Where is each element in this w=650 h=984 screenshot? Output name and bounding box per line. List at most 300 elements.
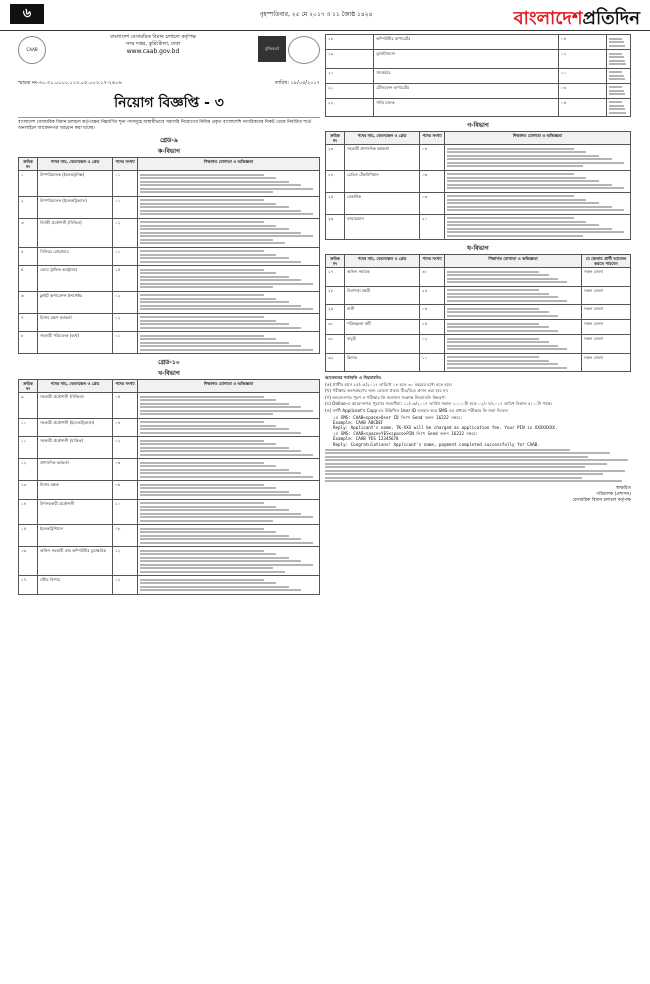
row-number: ৬ — [19, 291, 38, 313]
text-line — [325, 470, 625, 472]
text-line — [325, 473, 603, 475]
row-number: ১৯ — [326, 50, 374, 69]
table-row — [19, 499, 320, 525]
text-line — [140, 538, 301, 540]
text-line — [140, 425, 276, 427]
text-line — [609, 75, 623, 77]
sms-line: ১ম SMS: CAAB<space>User ID লিখে Send করুন 16222 নম্বরে। — [333, 414, 462, 420]
text-line — [140, 579, 264, 581]
text-line — [140, 272, 276, 274]
table-row — [326, 98, 631, 117]
post-name: মালী — [345, 305, 420, 320]
text-line — [609, 60, 625, 62]
post-count: ০২ — [113, 313, 138, 332]
qualification-text — [445, 335, 582, 354]
col-header: ক্রমিক নং — [326, 132, 345, 145]
row-number: ৭ — [19, 313, 38, 332]
text-line — [447, 308, 539, 310]
memo-number: স্মারক নং-৩০.৩১.০০০০.১১৩.০৫.০০৩.১৭-২৬১৬ — [18, 80, 122, 86]
table-row — [19, 525, 320, 547]
instruction-item: (খ) পরীক্ষায় অংশগ্রহণের জন্য কোনো প্রকার টিএ/ডিএ প্রদান করা হবে না। — [325, 388, 449, 394]
row-number: ১২ — [19, 459, 38, 481]
text-line — [140, 188, 313, 190]
text-line — [140, 203, 276, 205]
text-line — [447, 221, 586, 223]
text-line — [140, 349, 313, 351]
instructions — [325, 375, 631, 482]
text-line — [140, 308, 313, 310]
qualification-text — [138, 291, 320, 313]
text-line — [447, 184, 612, 186]
text-line — [325, 456, 588, 458]
post-name: সহকারী পরিচালক (অর্থ) — [38, 332, 113, 354]
text-line — [325, 452, 610, 454]
text-line — [447, 231, 624, 233]
post-count: ০৪ — [113, 418, 138, 437]
text-line — [140, 454, 313, 456]
text-line — [140, 582, 276, 584]
text-line — [140, 484, 264, 486]
text-line — [140, 487, 276, 489]
caab-logo-icon: CAAB — [18, 36, 46, 64]
qualification-text — [607, 50, 631, 69]
row-number: ১৮ — [326, 35, 374, 50]
text-line — [140, 502, 264, 504]
post-name: অফিস সহায়ক — [345, 268, 420, 287]
text-line — [140, 225, 276, 227]
qualification-text — [138, 459, 320, 481]
text-line — [609, 108, 625, 110]
left-column — [18, 34, 320, 974]
row-number: ৩১ — [326, 335, 345, 354]
post-name: ফায়ারম্যান — [345, 214, 420, 240]
row-number: ৩ — [19, 218, 38, 247]
text-line — [447, 315, 558, 317]
text-line — [609, 63, 626, 65]
text-line — [140, 345, 301, 347]
post-name: হিসাব রক্ষণ কর্মকর্তা — [38, 313, 113, 332]
post-name: প্রশাসনিক কর্মকর্তা — [38, 459, 113, 481]
text-line — [140, 342, 289, 344]
row-number: ২৫ — [326, 192, 345, 214]
signature-name: স্বাক্ষরিত — [616, 486, 631, 491]
row-number: ২৭ — [326, 268, 345, 287]
col-header: ক্রমিক নং — [326, 255, 345, 268]
portrait-image: মুজিববর্ষ — [258, 36, 286, 62]
section-heading: খ-বিভাগ — [158, 370, 180, 377]
row-number: ২৪ — [326, 170, 345, 192]
text-line — [140, 242, 285, 244]
text-line — [447, 289, 539, 291]
post-count: ০২ — [113, 218, 138, 247]
qualification-text — [138, 332, 320, 354]
text-line — [140, 410, 313, 412]
instruction-item: (ঙ) প্রার্থী Applicant's Copy-তে উল্লিখিত User ID ব্যবহার করে SMS এর মাধ্যমে পরীক্ষার ফি জমা দিবেন। — [325, 407, 509, 413]
text-line — [140, 191, 273, 193]
text-line — [140, 250, 264, 252]
post-name: ড্রাফটসম্যান — [374, 50, 559, 69]
text-line — [140, 535, 289, 537]
text-line — [140, 177, 276, 179]
section-heading: ক-বিভাগ — [158, 148, 180, 155]
table-row — [326, 268, 631, 287]
text-line — [609, 56, 623, 58]
text-line — [140, 305, 301, 307]
post-name: সহকারী প্রকৌশলী (সিভিল) — [38, 393, 113, 419]
table-row — [19, 437, 320, 459]
post-count: ২০ — [420, 214, 445, 240]
issue-date: বৃহস্পতিবার, ২৫ মে ২০১৭ ॥ ১১ জ্যৈষ্ঠ ১৪২৪ — [260, 11, 373, 18]
row-number: ২২ — [326, 98, 374, 117]
text-line — [140, 567, 273, 569]
post-count: ০৩ — [420, 192, 445, 214]
post-count: ০৫ — [559, 98, 607, 117]
text-line — [140, 228, 289, 230]
text-line — [140, 586, 289, 588]
text-line — [447, 278, 558, 280]
instruction-item: (ঘ) Online-এ আবেদনপত্র পূরণের সময়সীমা: ১১/০৬/২০১৭ তারিখ সকাল ১০:০০টা হতে ০২/০৭/২০১৭ তারিখ বিকাল ৫:০০টা পর্যন্ত। — [325, 401, 553, 407]
text-line — [447, 151, 586, 153]
text-line — [140, 564, 313, 566]
text-line — [140, 323, 289, 325]
text-line — [140, 428, 289, 430]
text-line — [140, 286, 273, 288]
memo-date: তারিখ: ১৮/০৫/২০১৭ — [274, 80, 320, 86]
post-name: ক্লিনার — [345, 353, 420, 372]
text-line — [140, 469, 289, 471]
right-column — [325, 34, 631, 974]
table-row — [326, 353, 631, 372]
row-number: ১৬ — [19, 547, 38, 576]
text-line — [140, 550, 264, 552]
eligible-district: সকল জেলা — [582, 268, 631, 287]
post-name: বাবুর্চি — [345, 335, 420, 354]
table-row — [326, 192, 631, 214]
text-line — [140, 276, 289, 278]
row-number: ১৭ — [19, 576, 38, 595]
row-number: ২১ — [326, 83, 374, 98]
row-number: ৩২ — [326, 353, 345, 372]
table-row — [326, 320, 631, 335]
page-header — [0, 0, 650, 31]
text-line — [140, 520, 273, 522]
text-line — [140, 450, 301, 452]
post-count: ০২ — [559, 50, 607, 69]
row-number: ২০ — [326, 68, 374, 83]
qualification-text — [607, 83, 631, 98]
job-table-c — [325, 34, 631, 117]
col-header: শিক্ষাগত যোগ্যতা ও অভিজ্ঞতা — [138, 158, 320, 171]
org-name: বাংলাদেশ বেসামরিক বিমান চলাচল কর্তৃপক্ষ — [110, 34, 196, 40]
table-row — [326, 50, 631, 69]
qualification-text — [138, 393, 320, 419]
qualification-text — [138, 481, 320, 500]
row-number: ১৪ — [19, 499, 38, 525]
col-header: ক্রমিক নং — [19, 158, 38, 171]
instruction-item: (ক) প্রার্থীর বয়স ২৫/০৫/২০১৭ তারিখে ১৮ হতে ৩০ বছরের মধ্যে হতে হবে। — [325, 381, 453, 387]
text-line — [140, 432, 301, 434]
eligible-district: সকল জেলা — [582, 286, 631, 305]
qualification-text — [445, 145, 631, 171]
text-line — [140, 320, 276, 322]
text-line — [140, 509, 289, 511]
qualification-text — [138, 437, 320, 459]
table-row — [19, 481, 320, 500]
post-count: ০১ — [113, 247, 138, 266]
text-line — [609, 71, 622, 73]
post-count: ০৮ — [113, 525, 138, 547]
text-line — [140, 528, 264, 530]
post-name: হিসাব রক্ষক — [38, 481, 113, 500]
col-header: পদের সংখ্যা — [420, 132, 445, 145]
qualification-text — [138, 218, 320, 247]
text-line — [140, 494, 301, 496]
table-row — [19, 418, 320, 437]
text-line — [140, 531, 276, 533]
col-header: ক্রমিক নং — [19, 380, 38, 393]
post-name: টেলিফোন অপারেটর — [374, 83, 559, 98]
text-line — [447, 338, 539, 340]
text-line — [140, 261, 301, 263]
text-line — [140, 181, 289, 183]
post-name: মেকানিক — [345, 192, 420, 214]
row-number: ২৮ — [326, 286, 345, 305]
text-line — [447, 209, 624, 211]
post-count: ০৫ — [420, 305, 445, 320]
table-row — [19, 576, 320, 595]
text-line — [140, 491, 289, 493]
post-count: ০৬ — [113, 481, 138, 500]
qualification-text — [445, 268, 582, 287]
post-name: নিরাপত্তা প্রহরী — [345, 286, 420, 305]
text-line — [447, 341, 549, 343]
text-line — [609, 45, 625, 47]
table-row — [19, 196, 320, 218]
sms-line: Example: CAAB YES 12345678 — [333, 436, 399, 442]
text-line — [609, 93, 625, 95]
qualification-text — [445, 170, 631, 192]
row-number: ২৬ — [326, 214, 345, 240]
text-line — [447, 155, 599, 157]
text-line — [609, 112, 626, 114]
text-line — [140, 560, 301, 562]
row-number: ৯ — [19, 393, 38, 419]
post-count: ০৩ — [113, 459, 138, 481]
emblem-icon — [288, 36, 320, 64]
table-row — [19, 291, 320, 313]
text-line — [140, 298, 276, 300]
table-row — [19, 459, 320, 481]
qualification-text — [445, 353, 582, 372]
text-line — [140, 516, 313, 518]
post-count: ০২ — [113, 576, 138, 595]
col-header: পদের সংখ্যা — [113, 380, 138, 393]
text-line — [140, 184, 301, 186]
qualification-text — [607, 68, 631, 83]
text-line — [140, 257, 289, 259]
text-line — [447, 271, 539, 273]
post-count: ০১ — [113, 332, 138, 354]
text-line — [447, 281, 567, 283]
table-row — [326, 286, 631, 305]
post-name: গাড়ি চালক — [374, 98, 559, 117]
qualification-text — [138, 576, 320, 595]
col-header: পদের সংখ্যা — [113, 158, 138, 171]
text-line — [325, 459, 628, 461]
job-table-a — [18, 157, 320, 354]
post-count: ০৪ — [559, 35, 607, 50]
text-line — [140, 206, 289, 208]
org-website[interactable]: www.caab.gov.bd — [126, 48, 180, 55]
post-count: ১৫ — [113, 266, 138, 292]
text-line — [140, 506, 276, 508]
post-name: ফ্লাইট অপারেশন্স ইন্সপেক্টর — [38, 291, 113, 313]
page-number: ৬ — [10, 4, 44, 24]
text-line — [140, 174, 264, 176]
text-line — [140, 589, 301, 591]
text-line — [140, 279, 301, 281]
post-name: এয়ার ট্রাফিক কন্ট্রোলার — [38, 266, 113, 292]
text-line — [609, 86, 622, 88]
post-name: সহকারী প্রকৌশলী (ইলেকট্রিক্যাল) — [38, 418, 113, 437]
qualification-text — [445, 192, 631, 214]
table-row — [19, 313, 320, 332]
instruction-item: (গ) আবেদনপত্র পূরণ ও পরীক্ষার ফি জমাদান সংক্রান্ত নিয়মাবলি নিম্নরূপ: — [325, 394, 446, 400]
post-name: কম্পিউটার অপারেটর — [374, 35, 559, 50]
post-count: ৩০ — [420, 268, 445, 287]
text-line — [447, 180, 599, 182]
text-line — [447, 300, 567, 302]
text-line — [140, 399, 276, 401]
text-line — [325, 480, 622, 482]
section-heading: ঘ-বিভাগ — [467, 245, 489, 252]
text-line — [447, 202, 599, 204]
text-line — [447, 228, 612, 230]
text-line — [140, 327, 301, 329]
col-header: পদের নাম, বেতনস্কেল ও গ্রেড — [345, 132, 420, 145]
text-line — [325, 477, 582, 479]
text-line — [140, 443, 276, 445]
table-row — [326, 35, 631, 50]
text-line — [609, 41, 623, 43]
text-line — [447, 296, 558, 298]
text-line — [447, 311, 549, 313]
text-line — [140, 221, 264, 223]
text-line — [447, 187, 624, 189]
post-count: ০১ — [113, 196, 138, 218]
table-row — [326, 145, 631, 171]
row-number: ৫ — [19, 266, 38, 292]
row-number: ১৫ — [19, 525, 38, 547]
qualification-text — [138, 196, 320, 218]
row-number: ৪ — [19, 247, 38, 266]
table-row — [19, 393, 320, 419]
table-row — [326, 335, 631, 354]
post-name: উপসহকারী প্রকৌশলী — [38, 499, 113, 525]
col-header: পদের নাম, বেতনস্কেল ও গ্রেড — [38, 158, 113, 171]
text-line — [325, 466, 585, 468]
post-name: সহকারী প্রকৌশলী (যান্ত্রিক) — [38, 437, 113, 459]
eligible-district: সকল জেলা — [582, 305, 631, 320]
qualification-text — [138, 525, 320, 547]
text-line — [447, 217, 574, 219]
text-line — [447, 162, 624, 164]
job-table-d — [325, 131, 631, 240]
text-line — [140, 396, 264, 398]
qualification-text — [445, 286, 582, 305]
qualification-text — [138, 247, 320, 266]
row-number: ১০ — [19, 418, 38, 437]
post-count: ০৫ — [113, 393, 138, 419]
table-row — [326, 170, 631, 192]
text-line — [140, 335, 264, 337]
text-line — [609, 78, 625, 80]
post-count: ১২ — [113, 547, 138, 576]
post-count: ০৩ — [559, 83, 607, 98]
post-count: ১০ — [113, 499, 138, 525]
text-line — [140, 462, 264, 464]
text-line — [447, 356, 539, 358]
text-line — [609, 53, 622, 55]
col-header: শিক্ষাগত যোগ্যতা ও অভিজ্ঞতা — [445, 255, 582, 268]
signature-title: পরিচালক (প্রশাসন) — [596, 492, 631, 497]
qualification-text — [607, 35, 631, 50]
eligible-district: সকল জেলা — [582, 335, 631, 354]
grade-heading: গ্রেড-১০ — [158, 359, 180, 366]
post-count: ০১ — [559, 68, 607, 83]
signature-org: বেসামরিক বিমান চলাচল কর্তৃপক্ষ — [572, 498, 631, 503]
notice-title: নিয়োগ বিজ্ঞপ্তি - ৩ — [18, 91, 320, 118]
table-row — [19, 247, 320, 266]
qualification-text — [138, 171, 320, 197]
text-line — [447, 348, 567, 350]
table-row — [19, 171, 320, 197]
post-name: সার্ভেয়ার — [374, 68, 559, 83]
text-line — [447, 367, 567, 369]
text-line — [609, 105, 623, 107]
text-line — [140, 403, 289, 405]
text-line — [447, 195, 574, 197]
post-count: ১৫ — [420, 320, 445, 335]
text-line — [140, 210, 301, 212]
table-row — [326, 214, 631, 240]
text-line — [325, 449, 570, 451]
row-number: ২৩ — [326, 145, 345, 171]
text-line — [447, 235, 583, 237]
col-header: যে জেলার প্রার্থী আবেদন করতে পারবেন — [582, 255, 631, 268]
table-row — [19, 218, 320, 247]
col-header: শিক্ষাগত যোগ্যতা ও অভিজ্ঞতা — [138, 380, 320, 393]
text-line — [140, 413, 273, 415]
col-header: পদের নাম, বেতনস্কেল ও গ্রেড — [345, 255, 420, 268]
table-row — [326, 305, 631, 320]
text-line — [140, 513, 301, 515]
text-line — [447, 274, 549, 276]
text-line — [140, 406, 301, 408]
text-line — [447, 293, 549, 295]
col-header: শিক্ষাগত যোগ্যতা ও অভিজ্ঞতা — [445, 132, 631, 145]
text-line — [140, 235, 313, 237]
qualification-text — [445, 305, 582, 320]
table-row — [326, 68, 631, 83]
text-line — [140, 283, 313, 285]
qualification-text — [607, 98, 631, 117]
text-line — [140, 232, 301, 234]
table-row — [326, 83, 631, 98]
memo-line — [18, 80, 320, 88]
notice-intro: বাংলাদেশ বেসামরিক বিমান চলাচল কর্তৃপক্ষের নিম্নবর্ণিত শূন্য পদসমূহে অস্থায়ীভাবে সরাসরি নিয়োগের নিমিত্ত প্রকৃত বাংলাদেশি নাগরিকদের নিকট থেকে নির্ধারিত শর্তে অনলাইনে আবেদনপত্র আহ্বান করা যাচ্ছে। — [18, 120, 312, 131]
table-row — [19, 547, 320, 576]
